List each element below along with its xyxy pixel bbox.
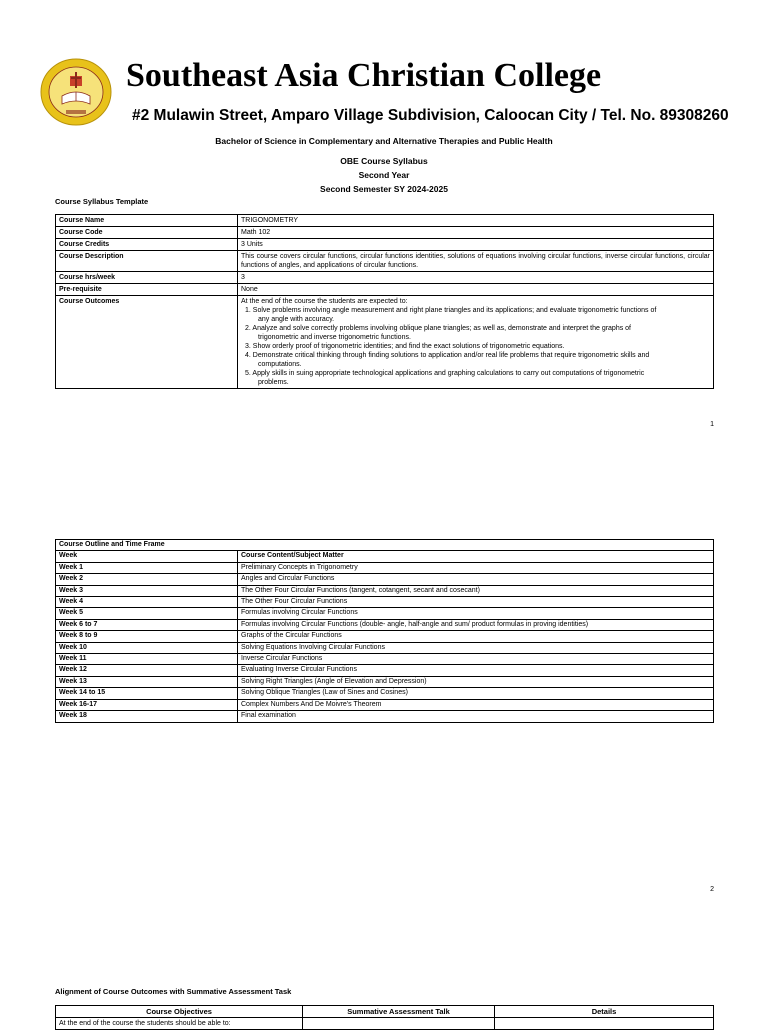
template-label: Course Syllabus Template — [55, 197, 149, 206]
table-row — [56, 574, 714, 585]
course-credits-value: 3 Units — [238, 239, 714, 251]
outcome-number: 1. — [245, 307, 251, 314]
week-cell: Week 3 — [56, 585, 238, 596]
college-name: Southeast Asia Christian College — [126, 57, 602, 94]
content-cell: Graphs of the Circular Functions — [238, 631, 714, 642]
syllabus-title: OBE Course Syllabus — [340, 156, 428, 166]
outcome-text: Analyze and solve correctly problems involving oblique plane triangles; as well as, demonstrate and interpret the graphs of — [252, 325, 632, 332]
table-row — [56, 711, 714, 722]
outcome-continuation: computations. — [258, 361, 302, 368]
course-objectives-header: Course Objectives — [56, 1006, 303, 1018]
alignment-title: Alignment of Course Outcomes with Summative Assessment Task — [55, 987, 292, 996]
program-name: Bachelor of Science in Complementary and Alternative Therapies and Public Health — [215, 136, 553, 146]
outcome-continuation: problems. — [258, 379, 289, 386]
content-cell: Final examination — [238, 711, 714, 722]
outcome-text: Apply skills in suing appropriate technological applications and graphing calculations to carry out computations of trigonometric — [252, 370, 645, 377]
year-level: Second Year — [358, 170, 410, 180]
college-seal-icon — [40, 58, 112, 126]
table-row — [56, 631, 714, 642]
week-cell: Week 18 — [56, 711, 238, 722]
week-cell: Week 5 — [56, 608, 238, 619]
content-cell: The Other Four Circular Functions — [238, 597, 714, 608]
page-number: 1 — [710, 421, 714, 428]
week-cell: Week 10 — [56, 642, 238, 653]
summative-assessment-header: Summative Assessment Talk — [303, 1006, 495, 1018]
outcome-number: 3. — [245, 343, 251, 350]
week-cell: Week 8 to 9 — [56, 631, 238, 642]
content-cell: Solving Oblique Triangles (Law of Sines and Cosines) — [238, 688, 714, 699]
college-address: #2 Mulawin Street, Amparo Village Subdivision, Caloocan City / Tel. No. 89308260 — [132, 107, 729, 124]
outcome-item — [241, 306, 710, 324]
week-cell: Week 2 — [56, 574, 238, 585]
week-cell: Week 16-17 — [56, 699, 238, 710]
table-row — [56, 699, 714, 710]
week-cell: Week 14 to 15 — [56, 688, 238, 699]
outcome-text: Solve problems involving angle measurement and right plane triangles and its applications; and evaluate trigonometric functions of — [252, 307, 657, 314]
semester: Second Semester SY 2024-2025 — [320, 184, 448, 194]
content-cell: Evaluating Inverse Circular Functions — [238, 665, 714, 676]
outcome-item — [241, 369, 710, 387]
week-cell: Week 1 — [56, 562, 238, 573]
table-row — [56, 654, 714, 665]
outcomes-intro: At the end of the course the students are expected to: — [241, 298, 408, 305]
table-row — [56, 284, 714, 296]
table-row — [56, 642, 714, 653]
table-row — [56, 585, 714, 596]
table-row — [56, 1006, 714, 1018]
table-row — [56, 688, 714, 699]
outcome-item — [241, 342, 710, 351]
week-cell: Week 4 — [56, 597, 238, 608]
course-outcomes-label: Course Outcomes — [56, 296, 238, 389]
course-name-value: TRIGONOMETRY — [238, 215, 714, 227]
week-cell: Week 6 to 7 — [56, 619, 238, 630]
outcome-text: Demonstrate critical thinking through finding solutions to application and/or real life problems that require trigonometric skills and — [252, 352, 650, 359]
course-outcomes-value — [238, 296, 714, 389]
course-description-label: Course Description — [56, 251, 238, 272]
course-description-value: This course covers circular functions, circular functions identities, solutions of equations involving circular functions, inverse circular functions, circular functions of angles, and applications of circular functions. — [238, 251, 714, 272]
table-row — [56, 676, 714, 687]
course-code-value: Math 102 — [238, 227, 714, 239]
table-row — [56, 597, 714, 608]
table-row — [56, 619, 714, 630]
course-hours-label: Course hrs/week — [56, 272, 238, 284]
content-cell: Formulas involving Circular Functions — [238, 608, 714, 619]
week-cell: Week 11 — [56, 654, 238, 665]
table-row — [56, 239, 714, 251]
content-cell: Complex Numbers And De Moivre's Theorem — [238, 699, 714, 710]
outcome-continuation: any angle with accuracy. — [258, 316, 335, 323]
table-row — [56, 296, 714, 389]
table-row — [56, 272, 714, 284]
outcome-text: Show orderly proof of trigonometric identities; and find the exact solutions of trigonometric equations. — [252, 343, 565, 350]
table-row — [56, 227, 714, 239]
table-row — [56, 551, 714, 562]
prerequisite-value: None — [238, 284, 714, 296]
outline-caption: Course Outline and Time Frame — [56, 540, 714, 551]
page-number: 2 — [710, 886, 714, 893]
table-row — [56, 665, 714, 676]
content-cell: Solving Right Triangles (Angle of Elevation and Depression) — [238, 676, 714, 687]
outcome-number: 4. — [245, 352, 251, 359]
content-cell: Inverse Circular Functions — [238, 654, 714, 665]
content-cell: Angles and Circular Functions — [238, 574, 714, 585]
outcome-number: 2. — [245, 325, 251, 332]
week-column-header: Week — [56, 551, 238, 562]
outcome-continuation: trigonometric and inverse trigonometric functions. — [258, 334, 411, 341]
outcome-item — [241, 324, 710, 342]
content-cell: Formulas involving Circular Functions (double- angle, half-angle and sum/ product formulas in proving identities) — [238, 619, 714, 630]
objectives-cell: At the end of the course the students should be able to: — [56, 1018, 303, 1030]
prerequisite-label: Pre-requisite — [56, 284, 238, 296]
course-info-table — [55, 214, 714, 389]
course-outline-table — [55, 539, 714, 723]
table-row — [56, 215, 714, 227]
table-row — [56, 540, 714, 551]
alignment-table — [55, 1005, 714, 1030]
content-column-header: Course Content/Subject Matter — [238, 551, 714, 562]
course-name-label: Course Name — [56, 215, 238, 227]
week-cell: Week 13 — [56, 676, 238, 687]
course-code-label: Course Code — [56, 227, 238, 239]
course-credits-label: Course Credits — [56, 239, 238, 251]
content-cell: Preliminary Concepts in Trigonometry — [238, 562, 714, 573]
course-hours-value: 3 — [238, 272, 714, 284]
outcome-number: 5. — [245, 370, 251, 377]
table-row — [56, 251, 714, 272]
outcome-item — [241, 351, 710, 369]
content-cell: Solving Equations Involving Circular Functions — [238, 642, 714, 653]
table-row — [56, 608, 714, 619]
table-row — [56, 562, 714, 573]
week-cell: Week 12 — [56, 665, 238, 676]
content-cell: The Other Four Circular Functions (tangent, cotangent, secant and cosecant) — [238, 585, 714, 596]
details-header: Details — [495, 1006, 714, 1018]
